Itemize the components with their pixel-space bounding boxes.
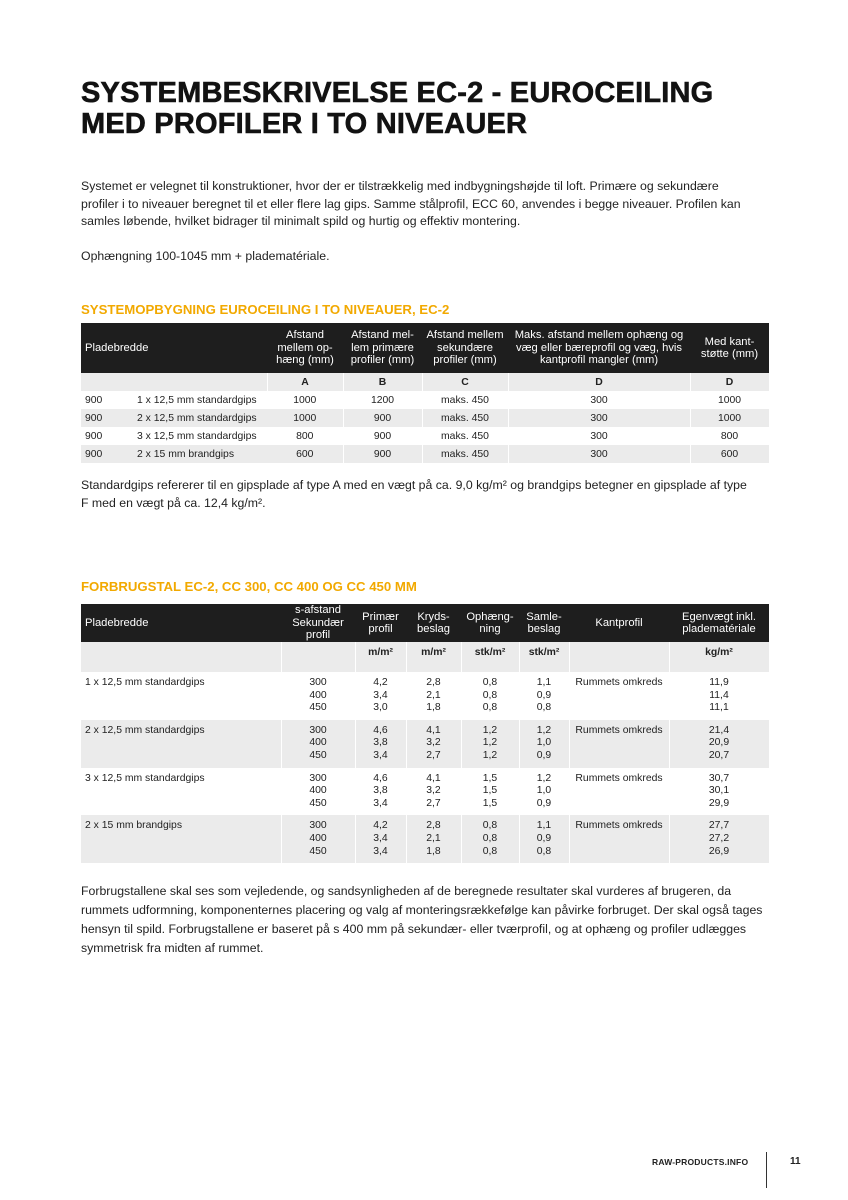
hang-values: 1,5 1,5 1,5 [461,768,519,816]
table-row [81,445,769,463]
edge-profile: Rummets omkreds [569,672,669,720]
value-e: 1000 [690,391,769,409]
s-spacing-values: 300 400 450 [281,768,355,816]
s-spacing-values: 300 400 450 [281,720,355,768]
consumption-table [81,604,770,863]
value-c: maks. 450 [422,391,508,409]
value-c: maks. 450 [422,427,508,445]
value-d: 300 [508,391,690,409]
joint-values: 1,1 0,9 0,8 [519,815,569,863]
footer-website: RAW-PRODUCTS.INFO [652,1157,749,1167]
plate-cell [81,445,267,463]
gypsum-note: Standardgips refererer til en gipsplade af type A med en vægt på ca. 9,0 kg/m² og brandgips betegner en gipsplade af type F med en vægt på ca. 12,4 kg/m². [81,478,747,510]
value-d: 300 [508,427,690,445]
value-d: 300 [508,409,690,427]
header-hanger-spacing: Afstand mellem op-hæng (mm) [267,323,343,373]
header-cross-bracket: Kryds-beslag [406,604,461,642]
table-row [81,427,769,445]
letter-c: C [422,373,508,391]
board-type: 3 x 12,5 mm standardgips [81,768,281,816]
table-row [81,768,769,816]
header-plate-width: Pladebredde [81,323,267,373]
board-type: 1 x 12,5 mm standardgips [81,672,281,720]
primary-values: 4,2 3,4 3,4 [355,815,406,863]
cross-values: 2,8 2,1 1,8 [406,672,461,720]
hang-values: 0,8 0,8 0,8 [461,672,519,720]
cross-values: 2,8 2,1 1,8 [406,815,461,863]
hanging-range-text: Ophængning 100-1045 mm + pladematériale. [81,248,330,263]
table-row [81,409,769,427]
edge-profile: Rummets omkreds [569,815,669,863]
cross-values: 4,1 3,2 2,7 [406,768,461,816]
header-joint-bracket: Samle-beslag [519,604,569,642]
system-table [81,323,770,463]
hang-values: 1,2 1,2 1,2 [461,720,519,768]
table-row [81,720,769,768]
unit-cell [281,642,355,672]
header-s-spacing: s-afstand Sekundær profil [281,604,355,642]
plate-width: 900 [85,394,103,406]
weight-values: 27,7 27,2 26,9 [669,815,769,863]
primary-values: 4,6 3,8 3,4 [355,720,406,768]
weight-values: 21,4 20,9 20,7 [669,720,769,768]
value-b: 900 [343,445,422,463]
header-plate-width: Pladebredde [81,604,281,642]
unit-cell [569,642,669,672]
page-title: SYSTEMBESKRIVELSE EC-2 - EUROCEILING MED PROFILER I TO NIVEAUER [81,77,714,140]
unit-joint: stk/m² [519,642,569,672]
edge-profile: Rummets omkreds [569,720,669,768]
unit-weight: kg/m² [669,642,769,672]
board-type: 2 x 15 mm brandgips [81,815,281,863]
edge-profile: Rummets omkreds [569,768,669,816]
value-b: 900 [343,427,422,445]
letter-a: A [267,373,343,391]
header-hanging: Ophæng-ning [461,604,519,642]
unit-hanging: stk/m² [461,642,519,672]
letter-blank [81,373,267,391]
plate-cell [81,409,267,427]
plate-cell [81,391,267,409]
table-row [81,672,769,720]
weight-values: 11,9 11,4 11,1 [669,672,769,720]
value-e: 1000 [690,409,769,427]
s-spacing-values: 300 400 450 [281,672,355,720]
page-content [81,78,769,958]
letter-b: B [343,373,422,391]
header-edge-support: Med kant-støtte (mm) [690,323,769,373]
header-primary-profile: Primær profil [355,604,406,642]
weight-values: 30,7 30,1 29,9 [669,768,769,816]
header-secondary-spacing: Afstand mellem sekundære profiler (mm) [422,323,508,373]
primary-values: 4,6 3,8 3,4 [355,768,406,816]
plate-width: 900 [85,412,103,424]
value-d: 300 [508,445,690,463]
unit-cross: m/m² [406,642,461,672]
intro-paragraph: Systemet er velegnet til konstruktioner, hvor der er tilstrækkelig med indbygningshøjde til loft. Primære og sekundære profiler i to niveauer beregnet til et eller flere lag gips. Samme stålprofil, ECC 60, anvendes i begge niveauer. Profilen kan samles løbende, hvilket bidrager til minimalt spild og hurtig og effektiv montering. [81,179,741,228]
unit-primary: m/m² [355,642,406,672]
value-e: 600 [690,445,769,463]
joint-values: 1,1 0,9 0,8 [519,672,569,720]
s-spacing-values: 300 400 450 [281,815,355,863]
value-b: 900 [343,409,422,427]
consumption-table-heading: FORBRUGSTAL EC-2, CC 300, CC 400 OG CC 450 MM [81,579,417,594]
value-e: 800 [690,427,769,445]
plate-width: 900 [85,448,103,460]
consumption-note: Forbrugstallene skal ses som vejledende, og sandsynligheden af de beregnede resultater skal vurderes af brugeren, da rummets udformning, komponenternes placering og valg af monteringsrækkefølge kan påvirke forbruget. Der skal også tages hensyn til spild. Forbrugstallene er baseret på s 400 mm på sekundær- eller tværprofil, og at ophæng og profiler udlægges symmetrisk fra midten af rummet. [81,884,763,956]
board-type: 2 x 12,5 mm standardgips [137,412,257,424]
plate-width: 900 [85,430,103,442]
value-a: 1000 [267,391,343,409]
table-row [81,815,769,863]
board-type: 2 x 15 mm brandgips [137,448,235,460]
cross-values: 4,1 3,2 2,7 [406,720,461,768]
value-a: 800 [267,427,343,445]
hang-values: 0,8 0,8 0,8 [461,815,519,863]
header-primary-spacing: Afstand mel-lem primære profiler (mm) [343,323,422,373]
board-type: 2 x 12,5 mm standardgips [81,720,281,768]
letter-d2: D [690,373,769,391]
page-number: 11 [790,1156,801,1167]
header-max-wall-distance: Maks. afstand mellem ophæng og væg eller bæreprofil og væg, hvis kantprofil mangler (mm) [508,323,690,373]
plate-cell [81,427,267,445]
board-type: 3 x 12,5 mm standardgips [137,430,257,442]
value-b: 1200 [343,391,422,409]
joint-values: 1,2 1,0 0,9 [519,720,569,768]
table-row [81,391,769,409]
value-a: 1000 [267,409,343,427]
value-a: 600 [267,445,343,463]
header-edge-profile: Kantprofil [569,604,669,642]
footer-divider [766,1152,767,1188]
value-c: maks. 450 [422,409,508,427]
unit-cell [81,642,281,672]
joint-values: 1,2 1,0 0,9 [519,768,569,816]
letter-d: D [508,373,690,391]
value-c: maks. 450 [422,445,508,463]
header-weight: Egenvægt inkl. pladematériale [669,604,769,642]
board-type: 1 x 12,5 mm standardgips [137,394,257,406]
primary-values: 4,2 3,4 3,0 [355,672,406,720]
system-table-heading: SYSTEMOPBYGNING EUROCEILING I TO NIVEAUER, EC-2 [81,302,450,317]
